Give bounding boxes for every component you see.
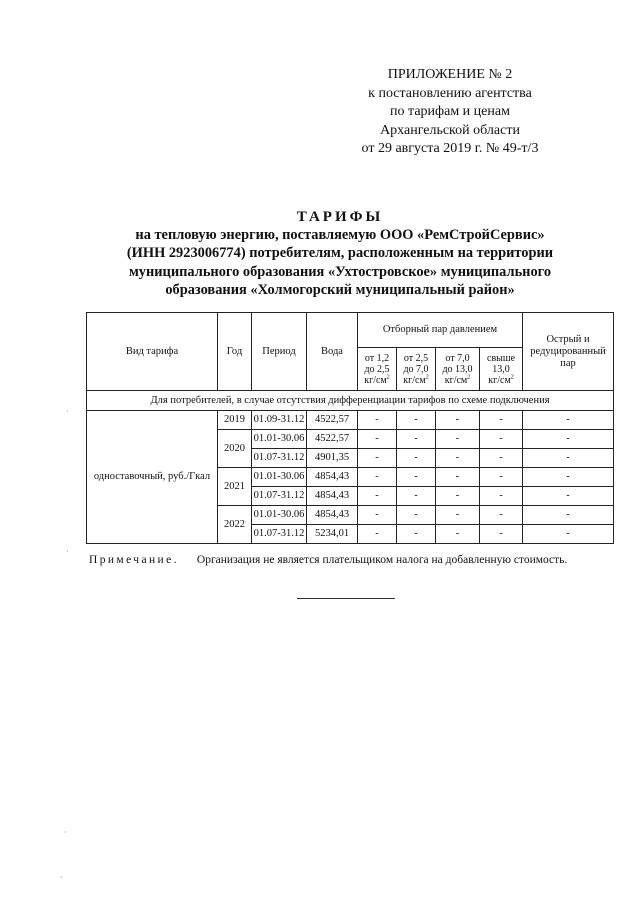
footnote [89,554,619,566]
header-steam-col: от 7,0 до 13,0 $кг/см^2$ [436,348,480,391]
steam-cell: - [436,468,480,487]
year-cell: 2019 [218,411,252,430]
water-cell: 4522,57 [307,430,358,449]
footnote-text: Организация не является плательщиком налога на добавленную стоимость. [196,554,568,566]
steam-cell: - [397,506,436,525]
water-cell: 4854,43 [307,487,358,506]
steam-cell: - [436,525,480,544]
sharp-steam-cell: - [523,449,614,468]
table-row [87,411,614,430]
header-sharp-steam: Острый и редуцированный пар [523,313,614,391]
header-steam-group: Отборный пар давлением [358,313,523,348]
sharp-steam-cell: - [523,411,614,430]
year-cell: 2020 [218,430,252,468]
steam-cell: - [358,525,397,544]
sharp-steam-cell: - [523,487,614,506]
header-steam-col: свыше 13,0 $кг/см^2$ [480,348,523,391]
steam-cell: - [358,487,397,506]
appendix-date: от 29 августа 2019 г. № 49-т/3 [361,141,539,156]
steam-cell: - [358,468,397,487]
appendix-ref-line: по тарифам и ценам [390,104,510,119]
period-cell: 01.07-31.12 [252,525,307,544]
header-tariff-type: Вид тарифа [87,313,218,391]
water-cell: 4901,35 [307,449,358,468]
table-header-row [87,313,614,348]
steam-cell: - [436,449,480,468]
steam-cell: - [397,487,436,506]
steam-cell: - [358,449,397,468]
year-cell: 2021 [218,468,252,506]
period-cell: 01.07-31.12 [252,449,307,468]
title-heading: ТАРИФЫ [296,209,384,225]
water-cell: 4522,57 [307,411,358,430]
period-cell: 01.09-31.12 [252,411,307,430]
header-steam-col: от 2,5 до 7,0 $кг/см^2$ [397,348,436,391]
steam-cell: - [397,468,436,487]
steam-cell: - [358,506,397,525]
steam-cell: - [358,411,397,430]
steam-cell: - [436,430,480,449]
footnote-label: Примечание. [89,554,179,566]
scan-mark: · [66,547,69,556]
scan-mark: · [66,407,69,416]
steam-cell: - [436,411,480,430]
water-cell: 5234,01 [307,525,358,544]
steam-cell: - [358,430,397,449]
sharp-steam-cell: - [523,468,614,487]
water-cell: 4854,43 [307,468,358,487]
steam-cell: - [480,487,523,506]
header-water: Вода [307,313,358,391]
steam-cell: - [480,449,523,468]
section-label: Для потребителей, в случае отсутствия дифференциации тарифов по схеме подключения [87,391,614,411]
steam-cell: - [397,411,436,430]
header-period: Период [252,313,307,391]
sharp-steam-cell: - [523,506,614,525]
appendix-ref-line: к постановлению агентства [368,85,532,101]
steam-cell: - [397,430,436,449]
header-steam-col: от 1,2 до 2,5 $кг/см^2$ [358,348,397,391]
sharp-steam-cell: - [523,430,614,449]
title-line: (ИНН 2923006774) потребителям, расположенным на территории [126,245,554,262]
period-cell: 01.07-31.12 [252,487,307,506]
steam-cell: - [436,506,480,525]
scan-mark: · [64,828,67,837]
steam-cell: - [480,468,523,487]
document-title [60,208,620,299]
divider [297,598,395,599]
steam-cell: - [480,411,523,430]
sharp-steam-cell: - [523,525,614,544]
title-line: на тепловую энергию, поставляемую ООО «РемСтройСервис» [135,227,545,244]
period-cell: 01.01-30.06 [252,430,307,449]
scan-mark: · [60,873,63,882]
water-cell: 4854,43 [307,506,358,525]
header-year: Год [218,313,252,391]
period-cell: 01.01-30.06 [252,506,307,525]
period-cell: 01.01-30.06 [252,468,307,487]
year-cell: 2022 [218,506,252,544]
appendix-ref-line: Архангельской области [380,122,520,138]
appendix-header [300,66,600,159]
steam-cell: - [480,506,523,525]
tariff-table [86,312,614,544]
title-line: образования «Холмогорский муниципальный район» [165,281,515,298]
title-line: муниципального образования «Ухтостровское» муниципального [128,263,552,280]
tariff-name-cell: одноставочный, руб./Гкал [87,411,218,544]
steam-cell: - [480,525,523,544]
steam-cell: - [397,449,436,468]
steam-cell: - [397,525,436,544]
steam-cell: - [480,430,523,449]
appendix-number: ПРИЛОЖЕНИЕ № 2 [387,67,513,82]
section-row [87,391,614,411]
steam-cell: - [436,487,480,506]
